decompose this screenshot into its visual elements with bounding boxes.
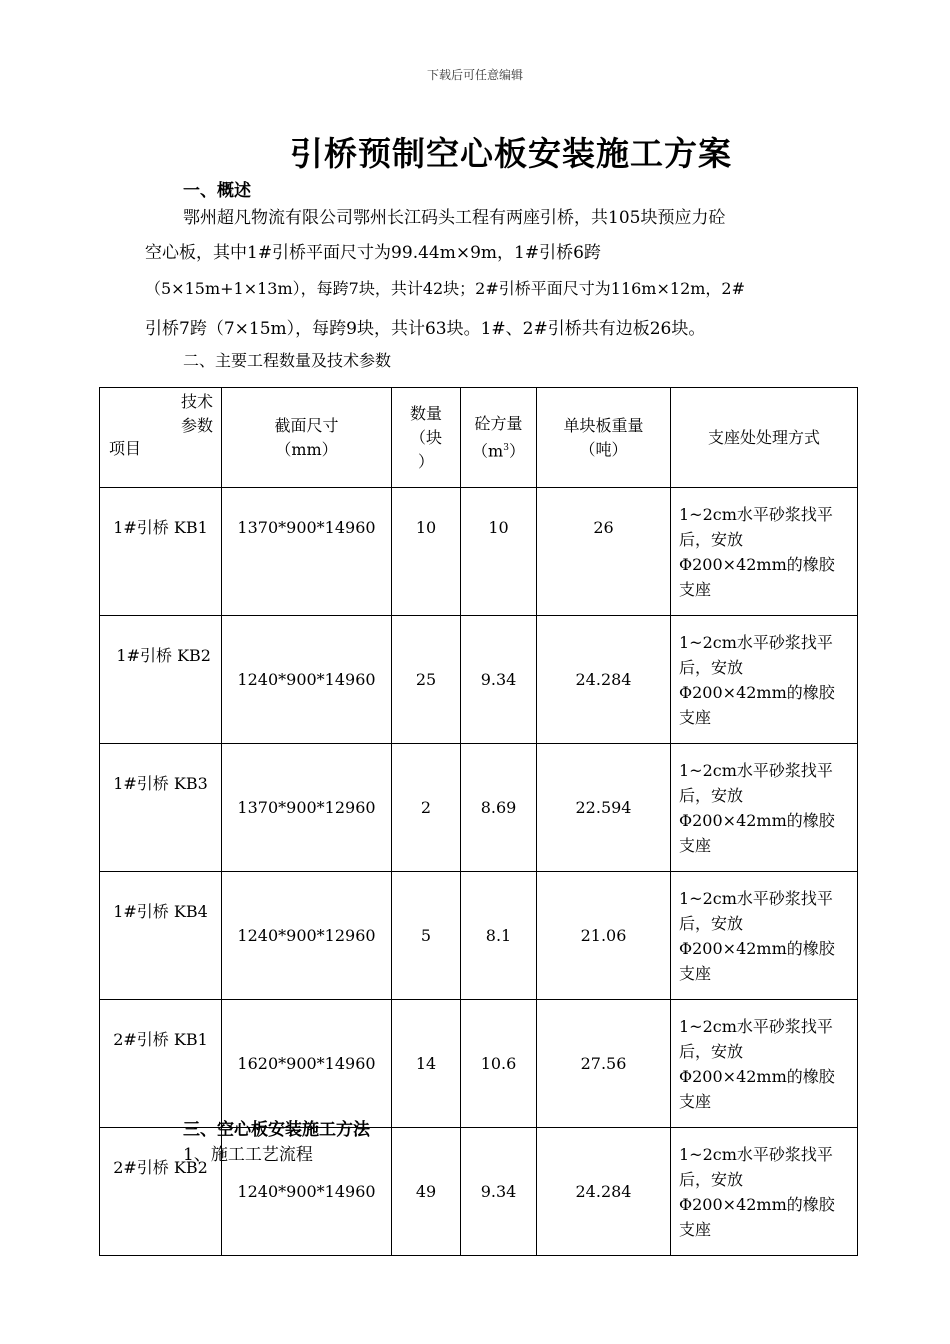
row-vol: 8.1 [461, 872, 537, 1000]
header-diag-top-2: 参数 [180, 416, 213, 435]
header-vol [461, 388, 537, 488]
method-line-2: 后，安放 [679, 657, 744, 677]
table-row [100, 744, 858, 872]
row-name: 2#引桥 KB2 [100, 1128, 222, 1256]
section2-heading: 二、主要工程数量及技术参数 [183, 351, 392, 370]
row-qty: 49 [392, 1128, 461, 1256]
row-method [671, 872, 858, 1000]
row-qty: 10 [392, 488, 461, 616]
method-line-3: Φ200×42mm的橡胶 [679, 682, 835, 702]
table-row [100, 872, 858, 1000]
header-vol-unit [461, 436, 536, 463]
row-size: 1240*900*14960 [222, 616, 392, 744]
table-row [100, 488, 858, 616]
row-weight: 26 [537, 488, 671, 616]
method-line-4: 支座 [679, 579, 712, 599]
method-line-2: 后，安放 [679, 913, 744, 933]
method-line-4: 支座 [679, 963, 712, 983]
method-line-2: 后，安放 [679, 785, 744, 805]
row-method [671, 744, 858, 872]
row-vol: 10 [461, 488, 537, 616]
method-line-3: Φ200×42mm的橡胶 [679, 554, 835, 574]
row-size: 1240*900*14960 [222, 1128, 392, 1256]
section1-heading: 一、概述 [183, 181, 251, 201]
row-vol: 9.34 [461, 1128, 537, 1256]
row-qty: 14 [392, 1000, 461, 1128]
section1-line-4: 引桥7跨（7×15m），每跨9块，共计63块。1#、2#引桥共有边板26块。 [145, 319, 706, 339]
header-weight [537, 388, 671, 488]
row-name: 1#引桥 KB2 [100, 616, 222, 744]
row-weight: 21.06 [537, 872, 671, 1000]
row-name: 1#引桥 KB1 [100, 488, 222, 616]
header-size-unit: （mm） [275, 439, 338, 459]
row-vol: 9.34 [461, 616, 537, 744]
method-line-4: 支座 [679, 835, 712, 855]
method-line-2: 后，安放 [679, 1041, 744, 1061]
header-weight-unit: （吨） [579, 439, 628, 459]
row-weight: 24.284 [537, 1128, 671, 1256]
row-vol: 10.6 [461, 1000, 537, 1128]
row-method [671, 1128, 858, 1256]
header-size [222, 388, 392, 488]
header-vol-label: 砼方量 [474, 413, 523, 433]
method-line-1: 1~2cm水平砂浆找平 [679, 888, 833, 908]
section1-line-2: 空心板，其中1#引桥平面尺寸为99.44m×9m，1#引桥6跨 [145, 243, 601, 263]
header-qty-line-3: ） [417, 451, 434, 471]
method-line-1: 1~2cm水平砂浆找平 [679, 632, 833, 652]
method-line-3: Φ200×42mm的橡胶 [679, 810, 835, 830]
row-size: 1620*900*14960 [222, 1000, 392, 1128]
vol-unit-pre: （m [472, 441, 504, 461]
method-line-4: 支座 [679, 707, 712, 727]
section3-heading: 三、空心板安装施工方法 [183, 1120, 370, 1140]
header-qty-line-1: 数量 [409, 403, 442, 423]
row-name: 2#引桥 KB1 [100, 1000, 222, 1128]
row-vol: 8.69 [461, 744, 537, 872]
method-line-1: 1~2cm水平砂浆找平 [679, 504, 833, 524]
header-qty-line-2: （块 [409, 427, 442, 447]
header-diag-top-1: 技术 [180, 392, 213, 411]
header-method: 支座处处理方式 [671, 388, 858, 488]
header-size-label: 截面尺寸 [274, 415, 339, 435]
section3-sub: 1、施工工艺流程 [183, 1145, 313, 1165]
row-weight: 24.284 [537, 616, 671, 744]
row-name: 1#引桥 KB4 [100, 872, 222, 1000]
method-line-3: Φ200×42mm的橡胶 [679, 1066, 835, 1086]
header-diag-cell [100, 388, 222, 488]
row-qty: 25 [392, 616, 461, 744]
method-line-1: 1~2cm水平砂浆找平 [679, 1144, 833, 1164]
row-name: 1#引桥 KB3 [100, 744, 222, 872]
method-line-2: 后，安放 [679, 1169, 744, 1189]
vol-unit-sup: 3 [503, 442, 509, 453]
table-row [100, 1000, 858, 1128]
row-method [671, 488, 858, 616]
row-weight: 27.56 [537, 1000, 671, 1128]
header-qty [392, 388, 461, 488]
row-method [671, 616, 858, 744]
row-size: 1370*900*12960 [222, 744, 392, 872]
method-line-1: 1~2cm水平砂浆找平 [679, 1016, 833, 1036]
header-weight-label: 单块板重量 [563, 415, 644, 435]
row-qty: 5 [392, 872, 461, 1000]
header-note: 下载后可任意编辑 [426, 68, 523, 82]
method-line-4: 支座 [679, 1091, 712, 1111]
row-qty: 2 [392, 744, 461, 872]
method-line-3: Φ200×42mm的橡胶 [679, 938, 835, 958]
section1-line-3: （5×15m+1×13m），每跨7块，共计42块；2#引桥平面尺寸为116m×12m，2# [145, 279, 746, 298]
section1-line-1: 鄂州超凡物流有限公司鄂州长江码头工程有两座引桥，共105块预应力砼 [183, 208, 726, 228]
method-line-3: Φ200×42mm的橡胶 [679, 1194, 835, 1214]
row-method [671, 1000, 858, 1128]
header-diag-bottom: 项目 [109, 439, 142, 458]
method-line-1: 1~2cm水平砂浆找平 [679, 760, 833, 780]
table-row [100, 616, 858, 744]
row-size: 1240*900*12960 [222, 872, 392, 1000]
table-header-row [100, 388, 858, 488]
method-line-2: 后，安放 [679, 529, 744, 549]
row-weight: 22.594 [537, 744, 671, 872]
method-line-4: 支座 [679, 1219, 712, 1239]
row-size: 1370*900*14960 [222, 488, 392, 616]
vol-unit-post: ） [508, 441, 525, 461]
page-title: 引桥预制空心板安装施工方案 [290, 134, 732, 173]
